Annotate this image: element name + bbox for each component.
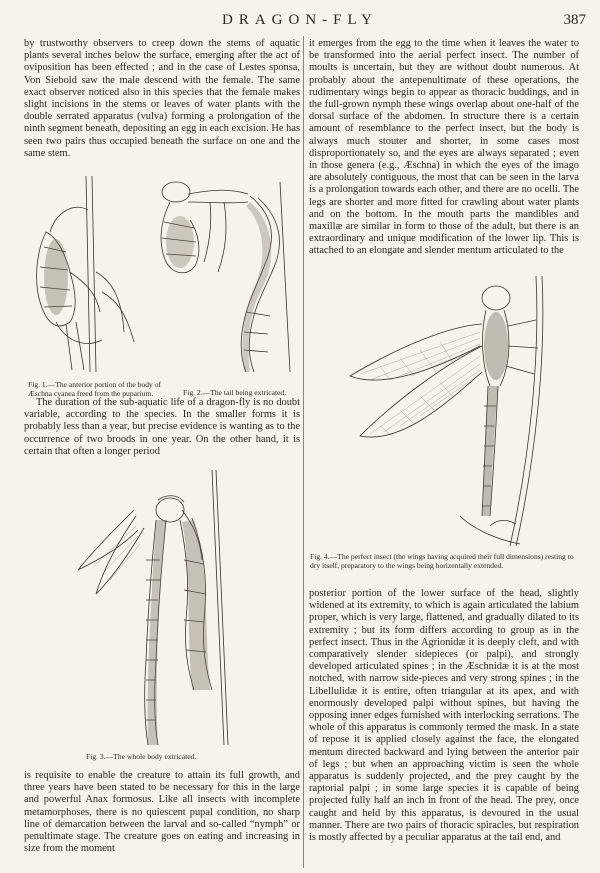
figure-3-illustration [74,470,274,750]
page-number: 387 [563,12,586,28]
figure-1-caption: Fig. 1.—The anterior portion of the body of Æschna cyanea freed from the puparium. [28,380,162,398]
figure-2-illustration [150,172,300,377]
paragraph: posterior portion of the lower surface of the head, slightly widened at its extremity, to which is again articulated the labium proper, which is very large, flattened, and gradually dilated to its extremity ; but its form differs according to group as in the perfect insect. Thus in the Agrionidæ it is deeply cleft, and with comparatively slender sidepieces (or palpi), and strongly developed articulated spines ; in the Æschnidæ it is at the most notched, with narrow side-pieces and very strong spines ; in the Libellulidæ it is entire, often triangular at its apex, and with enormously developed palpi without spines, but having the opposing inner edges furnished with interlocking serrations. The whole of this apparatus is commonly termed the mask. In a state of repose it is applied closely against the face, the elongated mentum directed backward and lying between the anterior pair of legs ; but when an approaching victim is seen the whole apparatus is suddenly projected, and the prey caught by the raptorial palpi ; in some large species it is capable of being projected fully half an inch in front of the head. The prey, once caught and held by this apparatus, is devoured in the usual manner. There are two pairs of thoracic spiracles, but respiration is mostly affected by a peculiar apparatus at the tail end, and [309,588,579,844]
figure-2-caption: Fig. 2.—The tail being extricated. [183,388,287,397]
column-divider [303,36,304,868]
figure-4-illustration [340,276,570,551]
right-column-bottom [309,588,579,844]
figure-3-caption: Fig. 3.—The whole body extricated. [86,752,197,761]
paragraph: it emerges from the egg to the time when it leaves the water to be transformed into the aerial perfect insect. The number of moults is uncertain, but they are without doubt numerous. At probably about the antepenultimate of these operations, the rudimentary wings begin to appear as thoracic buddings, and in the full-grown nymph these wings overlap about one-half of the dorsal surface of the abdomen. In structure there is a certain amount of resemblance to the perfect insect, but the body is always much stouter and shorter, in some cases most disproportionately so, and the eyes are always separated ; even in those genera (e.g., Æschna) in which the eyes of the imago are absolutely contiguous, the most that can be seen in the larva is a prolongation towards each other, and there are no ocelli. The legs are shorter and more fitted for crawling about water plants and on the bottom. In the mouth parts the mandibles and maxillæ are similar in form to those of the adult, but there is an extraordinary and unique modification of the lower lip. This is attached to an elongate and slender mentum articulated to the [309,38,579,257]
right-column-top [309,38,579,258]
paragraph: is requisite to enable the creature to attain its full growth, and three years have been stated to be necessary for this in the large and powerful Anax formosus. Like all insects with incomplete metamorphoses, there is no quiescent pupal condition, no sharp line of demarcation between the larval and so-called “nymph” or penultimate stage. The creature goes on eating and increasing in size from the moment [24,770,300,855]
figure-1-illustration [26,172,156,377]
page-header [0,10,600,32]
paragraph: by trustworthy observers to creep down the stems of aquatic plants several inches below the surface, emerging after the act of oviposition has been effected ; and in the case of Lestes sponsa, Von Siebold saw the male descend with the female. The same exact observer noticed also in this species that the female makes slight incisions in the stems or leaves of water plants with the double serrated apparatus (vulva) forming a prolongation of the ninth segment beneath, depositing an egg in each excision. He has seen two pairs thus occupied beneath the surface on one and the same stem. [24,38,300,159]
figure-4-caption: Fig. 4.—The perfect insect (the wings having acquired their full dimensions) resting to dry itself, preparatory to the wings being horizentally extended. [310,552,574,570]
paragraph: The duration of the sub-aquatic life of a dragon-fly is no doubt variable, according to the species. In the smaller forms it is probably less than a year, but precise evidence is wanting as to the occurrence of two broods in one year. On the other hand, it is certain that often a longer period [24,397,300,457]
left-column-top [24,38,300,160]
left-column-middle [24,397,300,458]
running-title: DRAGON-FLY [222,12,378,28]
left-column-bottom [24,770,300,855]
